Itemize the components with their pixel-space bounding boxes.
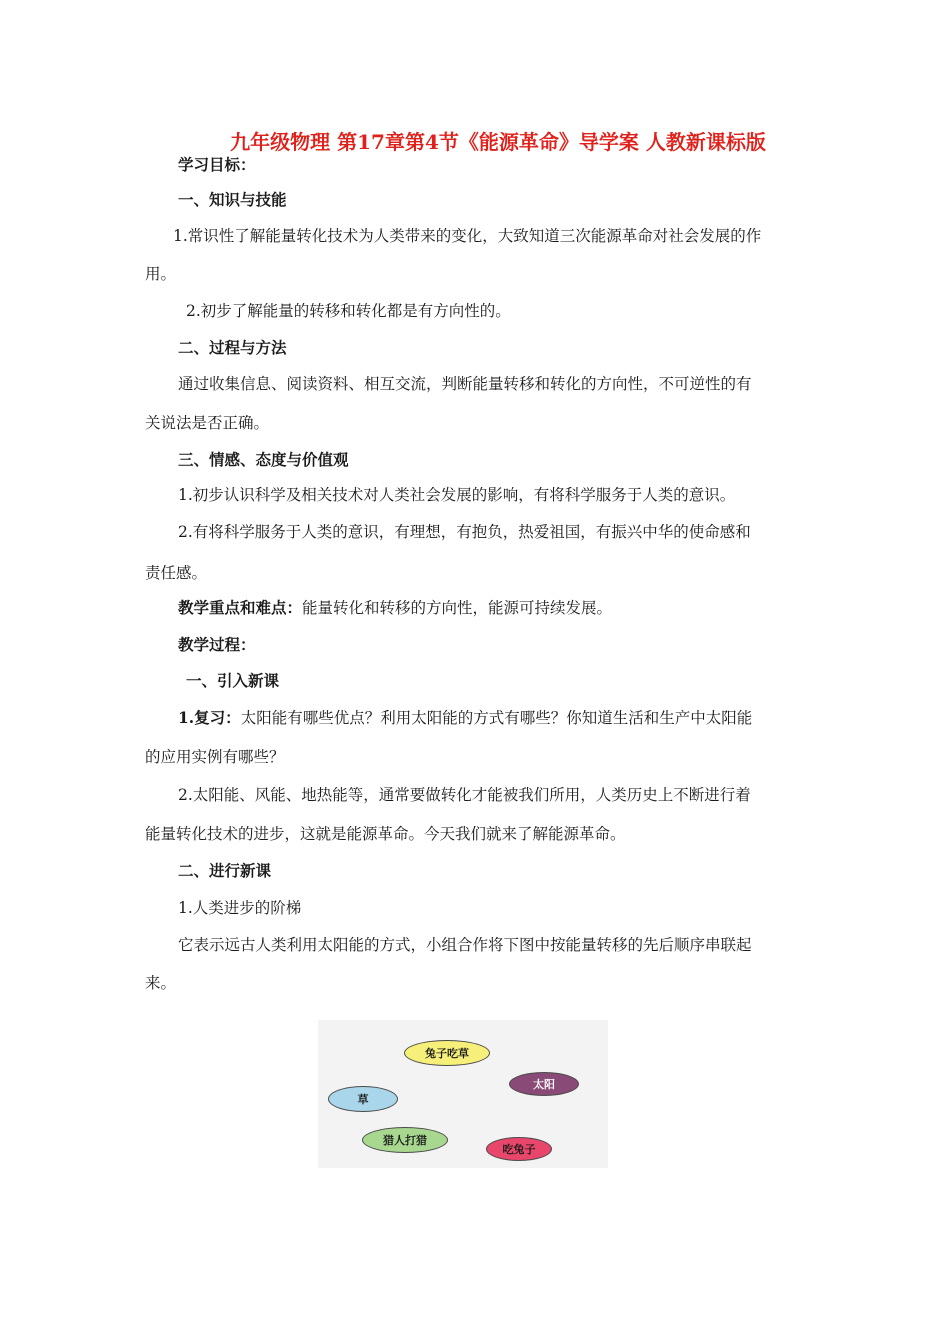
paragraph-line: 它表示远古人类利用太阳能的方式，小组合作将下图中按能量转移的先后顺序串联起	[178, 936, 752, 954]
paragraph-line: 2.太阳能、风能、地热能等，通常要做转化才能被我们所用，人类历史上不断进行着	[178, 786, 751, 804]
review-line	[178, 708, 752, 728]
energy-chain-figure	[318, 1020, 608, 1168]
page-title: 九年级物理 第17章第4节《能源革命》导学案 人教新课标版	[230, 130, 766, 154]
paragraph-line: 2.初步了解能量的转移和转化都是有方向性的。	[186, 302, 511, 320]
intro-heading: 一、引入新课	[186, 671, 280, 690]
paragraph-line: 1.常识性了解能量转化技术为人类带来的变化，大致知道三次能源革命对社会发展的作	[173, 227, 762, 245]
section-heading-attitude: 三、情感、态度与价值观	[178, 450, 349, 469]
new-lesson-heading: 二、进行新课	[178, 861, 272, 880]
review-label: 1.复习：	[178, 708, 241, 727]
oval-grass: 草	[328, 1086, 398, 1112]
keypoints-line	[178, 598, 612, 618]
process-heading: 教学过程：	[178, 635, 256, 654]
section-heading-knowledge: 一、知识与技能	[178, 190, 287, 209]
paragraph-line: 的应用实例有哪些？	[145, 748, 285, 766]
oval-rabbit-eats-grass: 兔子吃草	[404, 1040, 490, 1066]
review-text: 太阳能有哪些优点？利用太阳能的方式有哪些？你知道生活和生产中太阳能	[240, 709, 753, 727]
oval-sun: 太阳	[509, 1072, 579, 1096]
paragraph-line: 2.有将科学服务于人类的意识，有理想，有抱负，热爱祖国，有振兴中华的使命感和	[178, 523, 751, 541]
section-heading-process: 二、过程与方法	[178, 338, 287, 357]
paragraph-line: 通过收集信息、阅读资料、相互交流，判断能量转移和转化的方向性，不可逆性的有	[178, 375, 752, 393]
paragraph-line: 用。	[145, 265, 177, 283]
keypoints-text: 能量转化和转移的方向性，能源可持续发展。	[302, 599, 613, 617]
keypoints-label: 教学重点和难点：	[178, 598, 303, 617]
objectives-heading: 学习目标：	[178, 155, 256, 174]
oval-hunter-hunts: 猎人打猎	[362, 1127, 448, 1153]
oval-eat-rabbit: 吃兔子	[486, 1137, 552, 1161]
paragraph-line: 关说法是否正确。	[145, 414, 270, 432]
paragraph-line: 1.初步认识科学及相关技术对人类社会发展的影响，有将科学服务于人类的意识。	[178, 486, 736, 504]
ladder-heading: 1.人类进步的阶梯	[178, 899, 302, 917]
paragraph-line: 来。	[145, 974, 177, 992]
paragraph-line: 能量转化技术的进步，这就是能源革命。今天我们就来了解能源革命。	[145, 825, 626, 843]
paragraph-line: 责任感。	[145, 564, 208, 582]
